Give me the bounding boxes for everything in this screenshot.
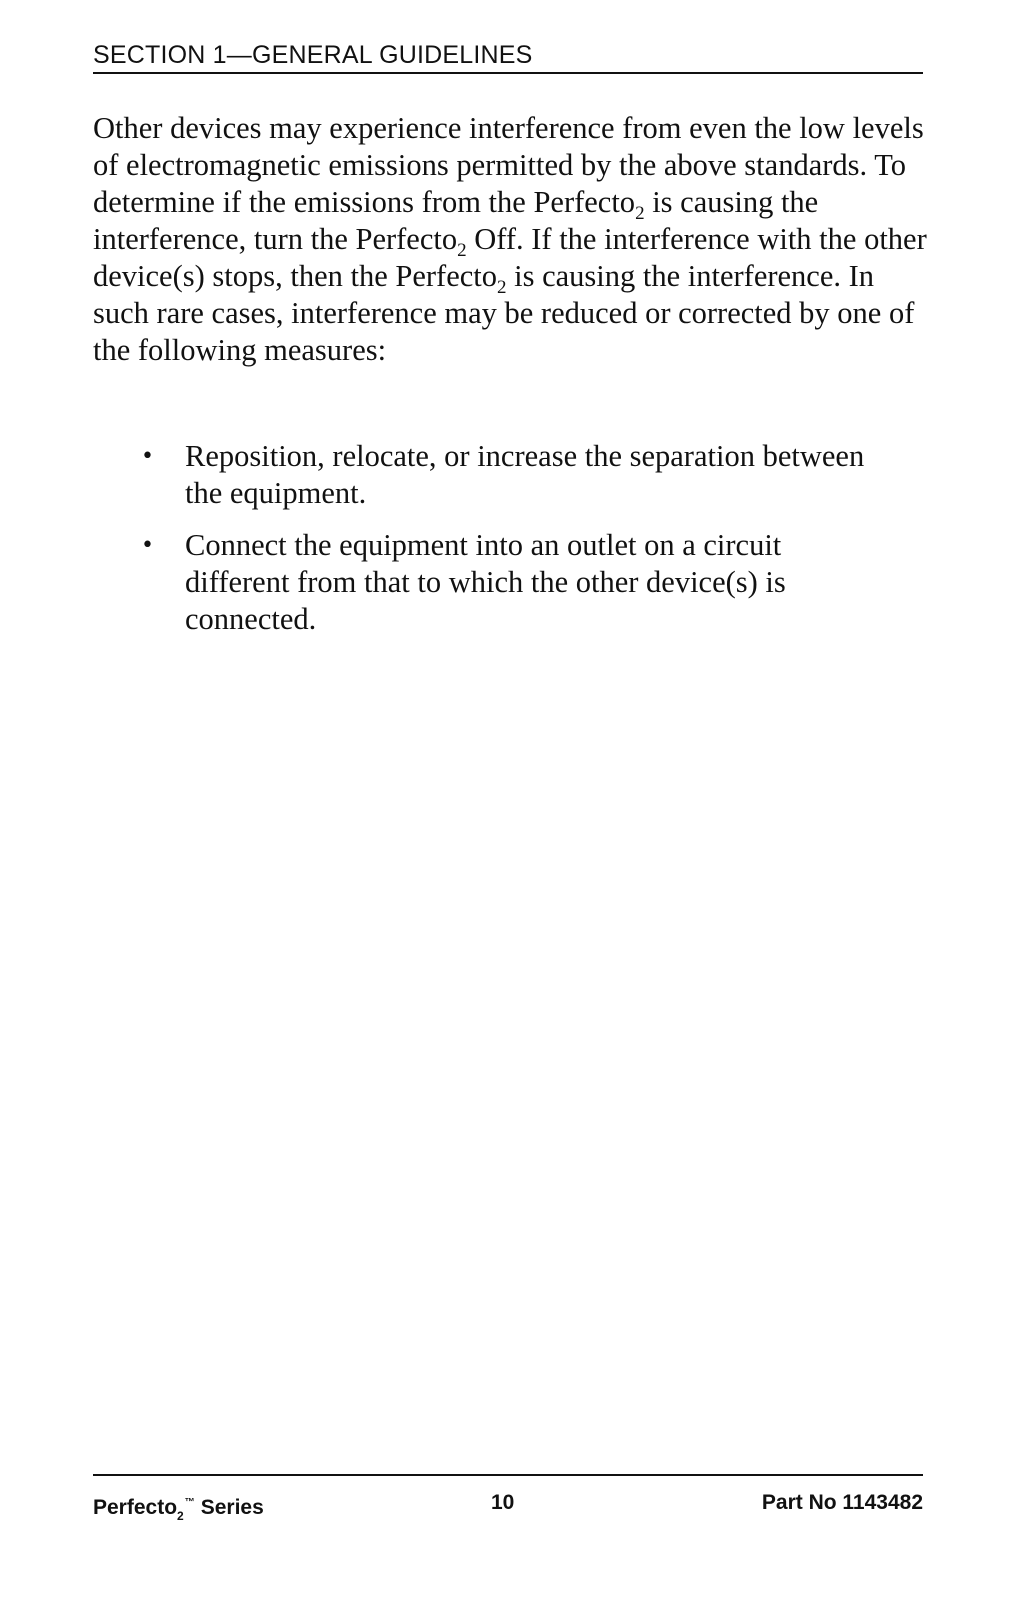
bullet-item [93,527,893,638]
section-header: SECTION 1—GENERAL GUIDELINES [93,40,923,74]
bullet-item [93,438,893,512]
paragraph-text-part3: Off. If the interference with the other device(s) stops, then the Perfecto [93,222,927,293]
page-footer [93,1474,923,1523]
trademark-symbol: ™ [184,1497,195,1508]
subscript-2: 2 [635,203,645,224]
bullet-text: Connect the equipment into an outlet on a circuit different from that to which the other device(s) is connected. [185,528,786,636]
product-subscript: 2 [177,1509,184,1523]
bullet-text: Reposition, relocate, or increase the separation between the equipment. [185,439,865,510]
paragraph-text-part1: Other devices may experience interference from even the low levels of electromagnetic emissions permitted by the above standards. To determine if the emissions from the Perfecto [93,111,924,219]
paragraph-text [93,110,933,369]
part-number: Part No 1143482 [761,1491,923,1514]
footer-product-name [93,1490,264,1529]
bullet-list [93,438,893,653]
paragraph-text-part2: is causing the interference, turn the Perfecto [93,185,819,256]
product-suffix: Series [200,1496,264,1519]
page-number: 10 [491,1491,515,1514]
subscript-2: 2 [497,277,507,298]
bullet-icon: • [141,444,154,469]
body-paragraph [93,110,933,369]
subscript-2: 2 [457,240,467,261]
paragraph-text-part4: is causing the interference. In such rare cases, interference may be reduced or corrected by one of the following measures: [93,259,915,367]
bullet-icon: • [141,533,154,558]
product-name: Perfecto [93,1496,178,1519]
